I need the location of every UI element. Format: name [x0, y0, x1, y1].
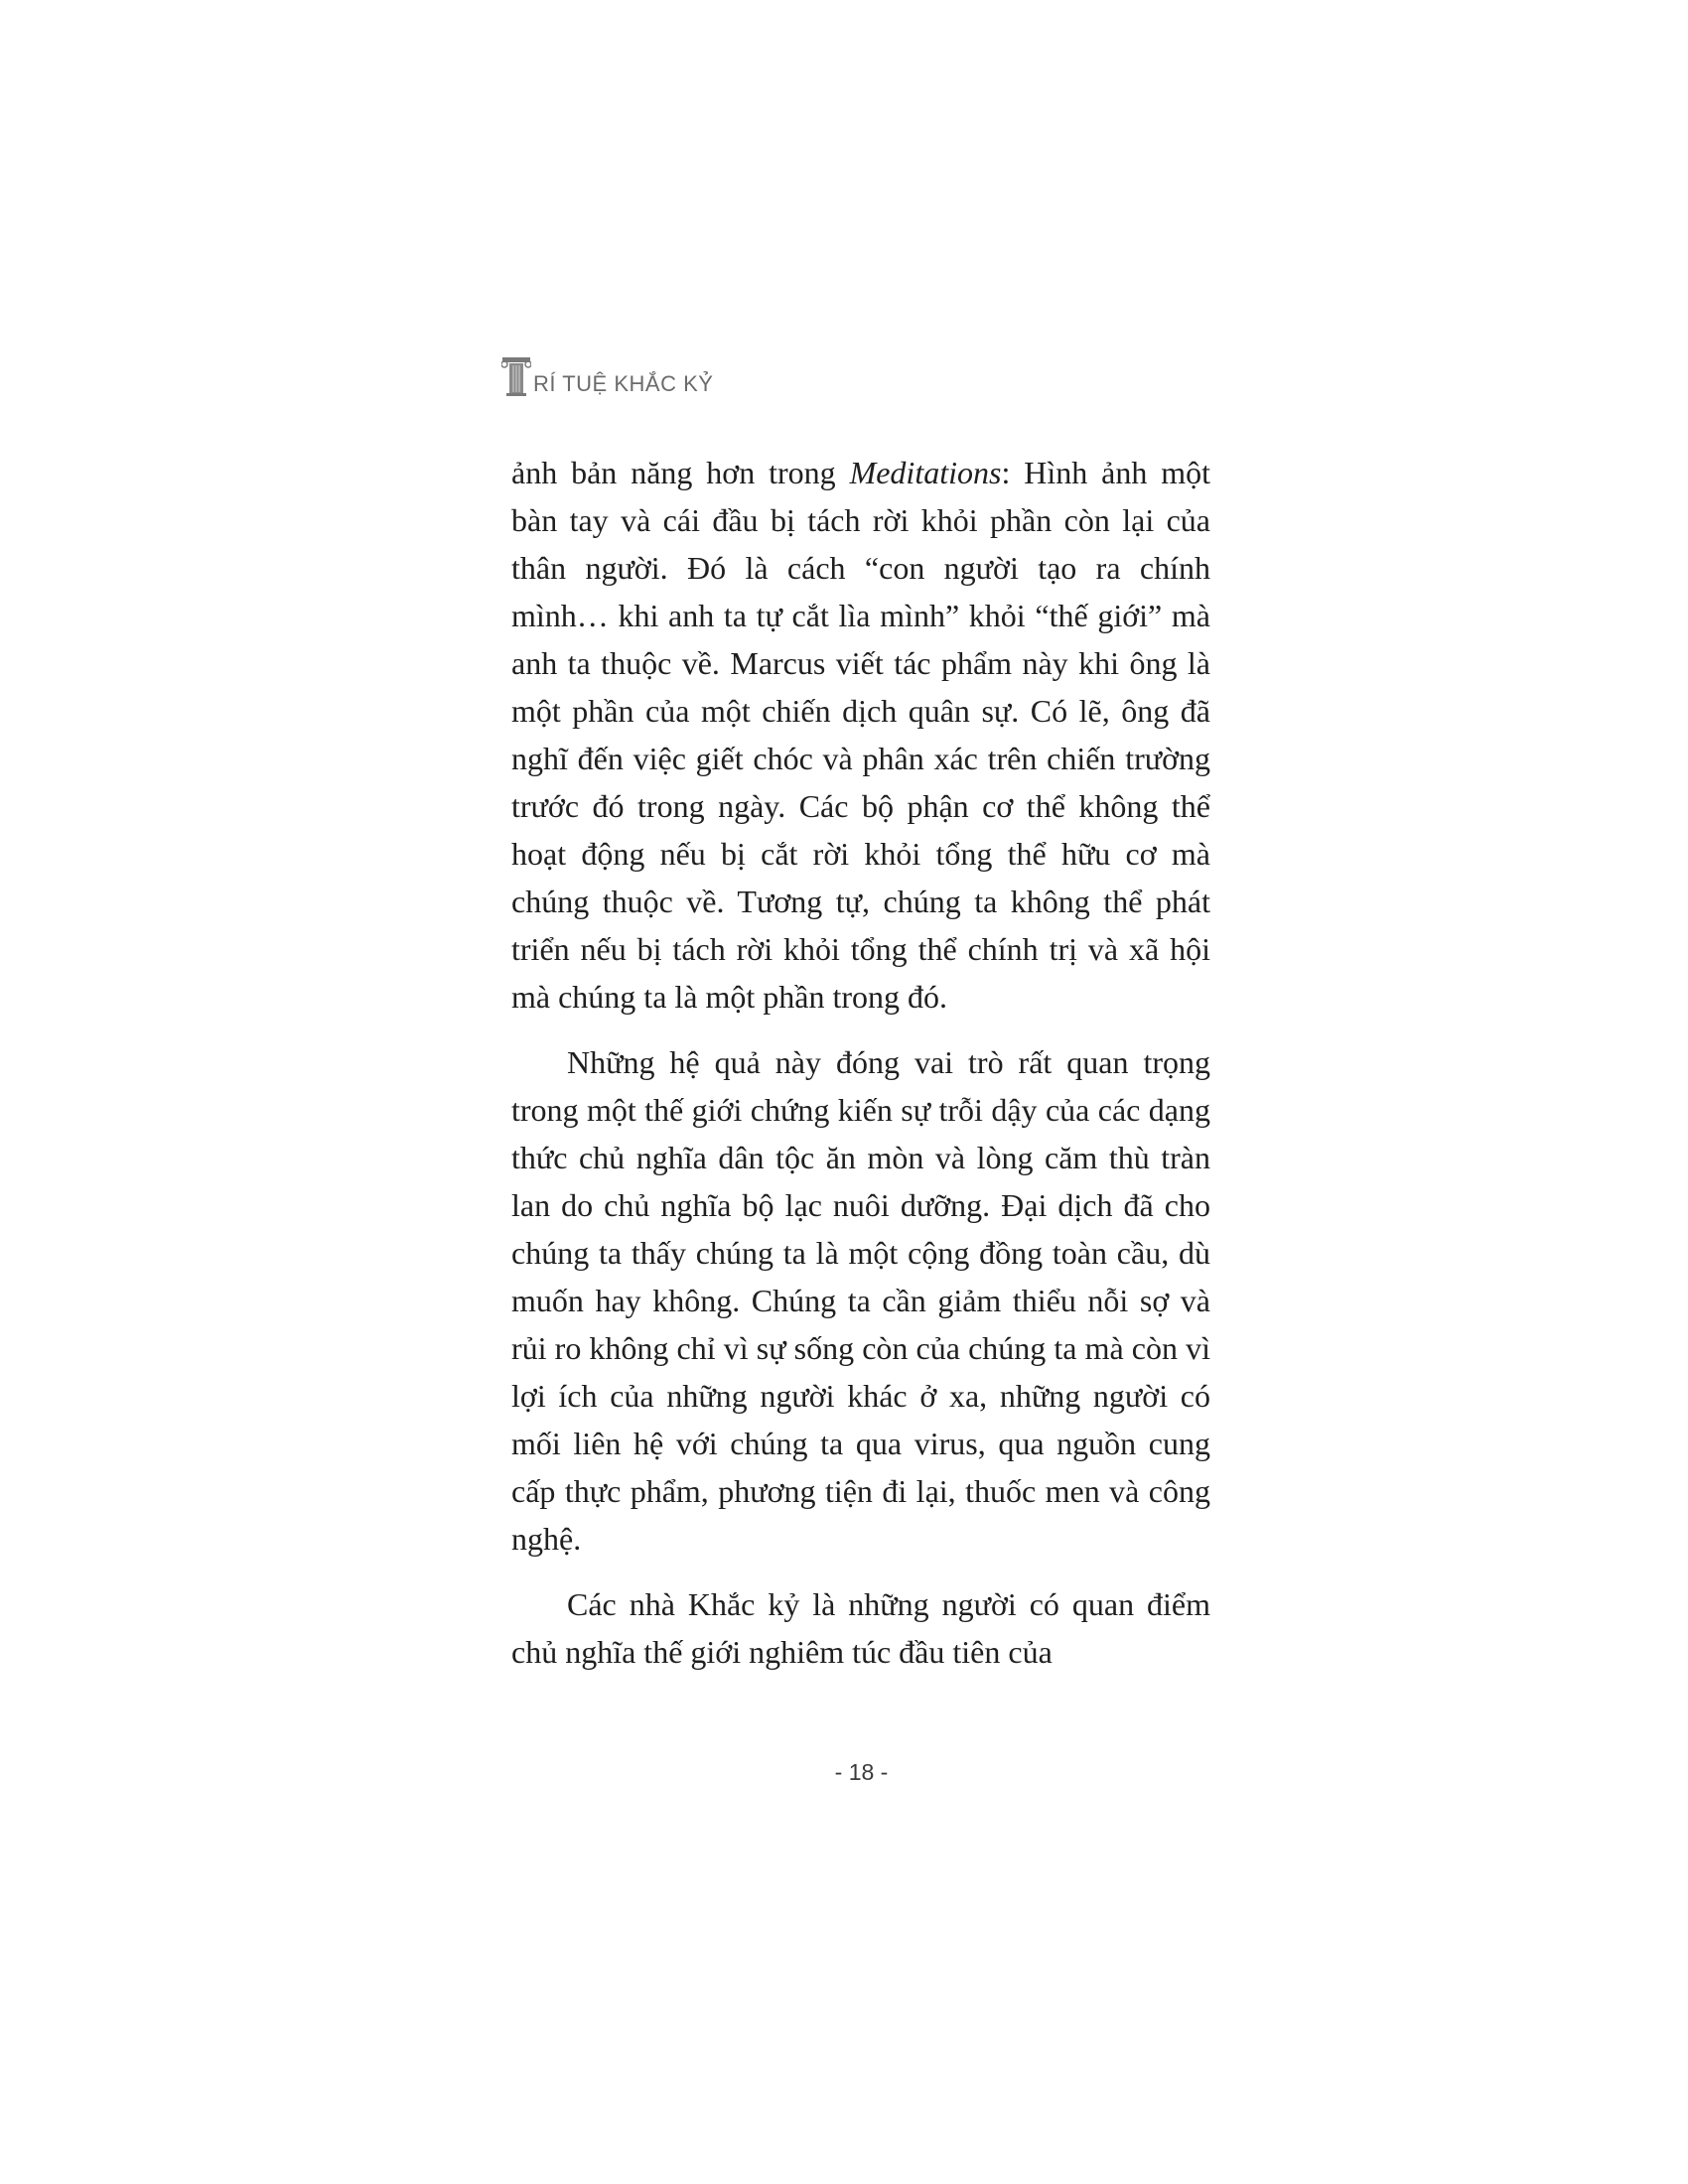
- paragraph-1: [511, 449, 1210, 1021]
- running-header-title: RÍ TUỆ KHẮC KỶ: [533, 371, 714, 396]
- column-initial-t-icon: [501, 355, 531, 397]
- running-header: [501, 355, 713, 397]
- body-text: [511, 449, 1210, 1676]
- paragraph-1-rest: : Hình ảnh một bàn tay và cái đầu bị tách rời khỏi phần còn lại của thân người. Đó là cách “con người tạo ra chính mình… khi anh ta tự cắt lìa mình” khỏi “thế giới” mà anh ta thuộc về. Marcus viết tác phẩm này khi ông là một phần của một chiến dịch quân sự. Có lẽ, ông đã nghĩ đến việc giết chóc và phân xác trên chiến trường trước đó trong ngày. Các bộ phận cơ thể không thể hoạt động nếu bị cắt rời khỏi tổng thể hữu cơ mà chúng thuộc về. Tương tự, chúng ta không thể phát triển nếu bị tách rời khỏi tổng thể chính trị và xã hội mà chúng ta là một phần trong đó.: [511, 455, 1211, 1015]
- paragraph-3: Các nhà Khắc kỷ là những người có quan điểm chủ nghĩa thế giới nghiêm túc đầu tiên của: [511, 1586, 1210, 1670]
- book-title-meditations: Meditations: [849, 455, 1002, 490]
- paragraph-1-start: ảnh bản năng hơn trong: [511, 455, 850, 490]
- paragraph-2: Những hệ quả này đóng vai trò rất quan trọng trong một thế giới chứng kiến sự trỗi dậy của các dạng thức chủ nghĩa dân tộc ăn mòn và lòng căm thù tràn lan do chủ nghĩa bộ lạc nuôi dưỡng. Đại dịch đã cho chúng ta thấy chúng ta là một cộng đồng toàn cầu, dù muốn hay không. Chúng ta cần giảm thiểu nỗi sợ và rủi ro không chỉ vì sự sống còn của chúng ta mà còn vì lợi ích của những người khác ở xa, những người có mối liên hệ với chúng ta qua virus, qua nguồn cung cấp thực phẩm, phương tiện đi lại, thuốc men và công nghệ.: [511, 1044, 1210, 1557]
- page-number: - 18 -: [834, 1759, 889, 1785]
